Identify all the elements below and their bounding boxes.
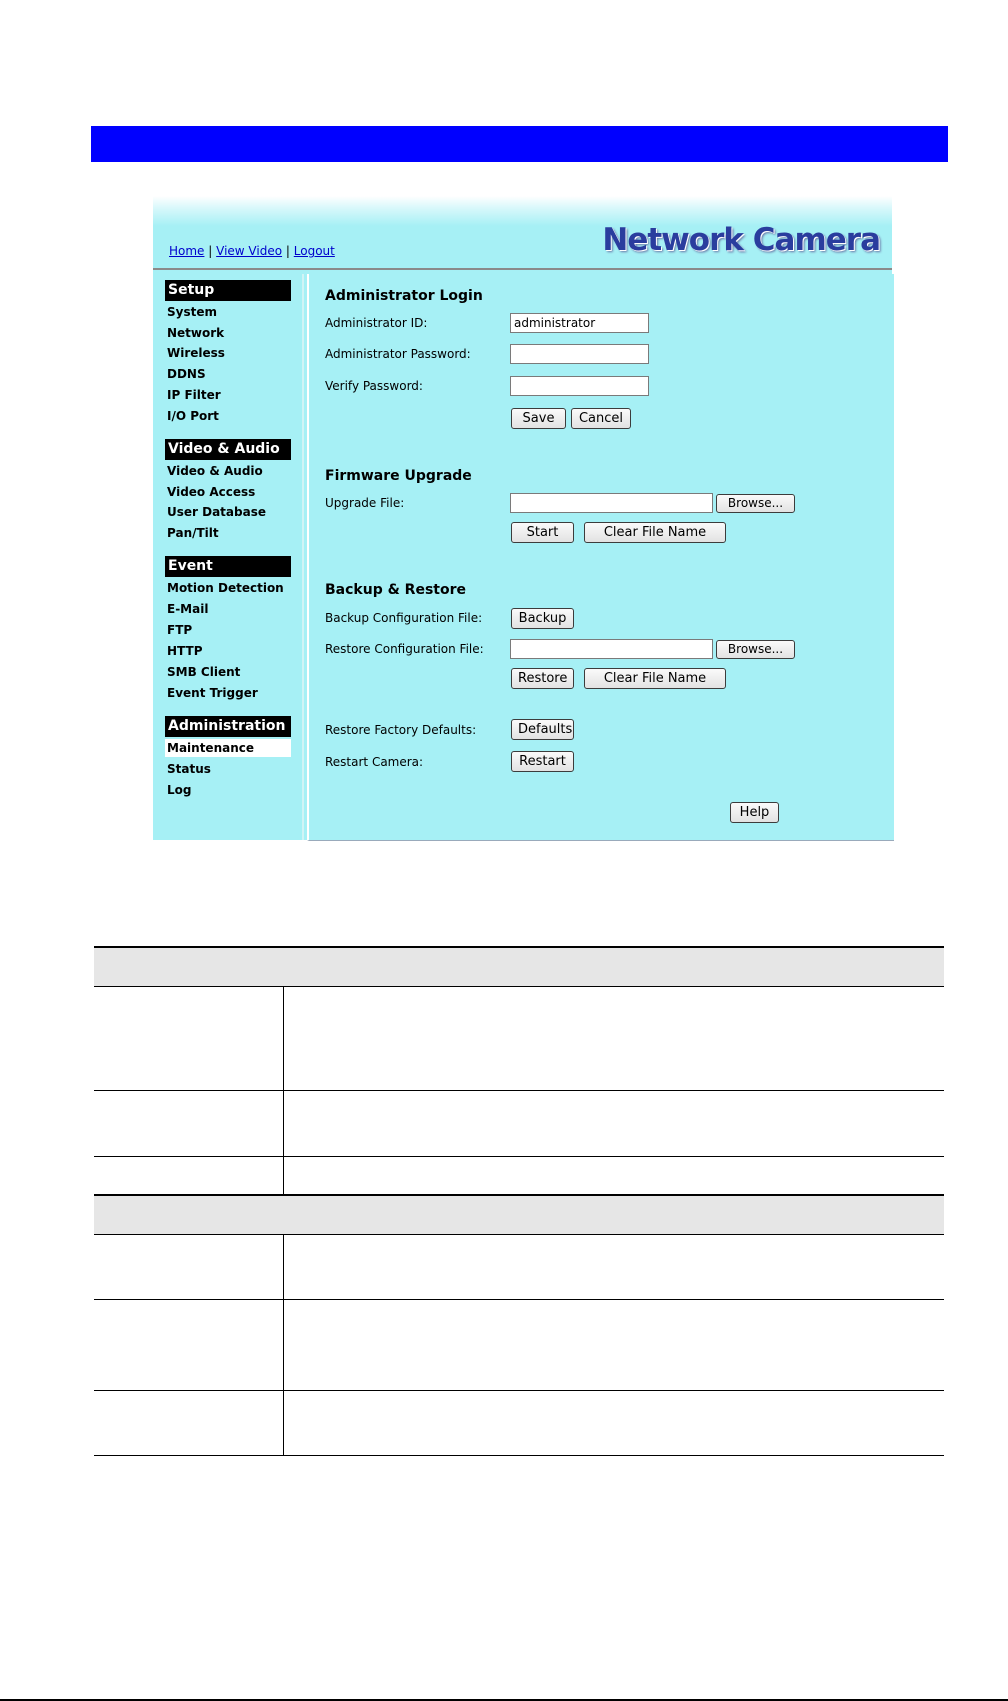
sidebar-item-email[interactable]: E-Mail <box>167 602 209 616</box>
link-separator: | <box>285 244 290 258</box>
admin-id-input[interactable] <box>510 313 649 333</box>
restore-button[interactable]: Restore <box>511 668 574 689</box>
camera-ui-header <box>153 196 892 270</box>
maintenance-content <box>307 274 894 841</box>
admin-password-label: Administrator Password: <box>325 347 471 361</box>
sidebar-item-motion-detection[interactable]: Motion Detection <box>167 581 284 595</box>
table-row <box>94 1157 944 1196</box>
backup-restore-title: Backup & Restore <box>325 582 466 598</box>
sidebar-item-log[interactable]: Log <box>167 783 192 797</box>
sidebar-item-system[interactable]: System <box>167 305 217 319</box>
sidebar-section-video-audio: Video & Audio <box>165 439 291 460</box>
clear-restore-file-button[interactable]: Clear File Name <box>584 668 726 689</box>
link-separator: | <box>208 244 213 258</box>
defaults-button[interactable]: Defaults <box>511 719 574 740</box>
sidebar-section-administration: Administration <box>165 716 291 737</box>
sidebar-item-event-trigger[interactable]: Event Trigger <box>167 686 258 700</box>
table-section-header <box>94 947 944 987</box>
sidebar-item-status[interactable]: Status <box>167 762 211 776</box>
camera-web-ui-screenshot <box>153 196 892 840</box>
table-row <box>94 1235 944 1300</box>
backup-button[interactable]: Backup <box>511 608 574 629</box>
sidebar-item-smb-client[interactable]: SMB Client <box>167 665 241 679</box>
upgrade-browse-button[interactable]: Browse... <box>716 494 795 513</box>
restore-file-input[interactable] <box>510 639 713 659</box>
top-nav-links <box>169 244 335 258</box>
help-button[interactable]: Help <box>730 802 779 823</box>
sidebar-item-maintenance[interactable]: Maintenance <box>165 739 291 757</box>
backup-config-label: Backup Configuration File: <box>325 611 483 625</box>
admin-id-label: Administrator ID: <box>325 316 428 330</box>
page-banner <box>91 126 948 162</box>
home-link[interactable]: Home <box>169 244 205 258</box>
firmware-upgrade-title: Firmware Upgrade <box>325 468 472 484</box>
table-row <box>94 1300 944 1391</box>
sidebar-item-user-database[interactable]: User Database <box>167 505 266 519</box>
sidebar-item-ip-filter[interactable]: IP Filter <box>167 388 221 402</box>
restart-camera-label: Restart Camera: <box>325 755 424 769</box>
sidebar-item-video-access[interactable]: Video Access <box>167 485 256 499</box>
factory-defaults-label: Restore Factory Defaults: <box>325 723 477 737</box>
sidebar-item-io-port[interactable]: I/O Port <box>167 409 219 423</box>
sidebar-item-wireless[interactable]: Wireless <box>167 346 225 360</box>
logout-link[interactable]: Logout <box>293 244 335 258</box>
restore-config-label: Restore Configuration File: <box>325 642 484 656</box>
admin-password-input[interactable] <box>510 344 649 364</box>
network-camera-logo: Network Camera <box>602 222 880 258</box>
sidebar-item-video-audio[interactable]: Video & Audio <box>167 464 263 478</box>
sidebar-item-ftp[interactable]: FTP <box>167 623 193 637</box>
upgrade-file-label: Upgrade File: <box>325 496 405 510</box>
save-button[interactable]: Save <box>511 408 566 429</box>
sidebar-item-http[interactable]: HTTP <box>167 644 203 658</box>
restart-button[interactable]: Restart <box>511 751 574 772</box>
sidebar-item-ddns[interactable]: DDNS <box>167 367 206 381</box>
table-row <box>94 1091 944 1157</box>
sidebar-item-pan-tilt[interactable]: Pan/Tilt <box>167 526 219 540</box>
admin-login-title: Administrator Login <box>325 288 483 304</box>
sidebar-item-network[interactable]: Network <box>167 326 225 340</box>
sidebar-section-event: Event <box>165 556 291 577</box>
restore-browse-button[interactable]: Browse... <box>716 640 795 659</box>
sidebar <box>153 274 304 840</box>
verify-password-input[interactable] <box>510 376 649 396</box>
clear-upgrade-file-button[interactable]: Clear File Name <box>584 522 726 543</box>
table-row <box>94 1391 944 1456</box>
table-row <box>94 987 944 1091</box>
cancel-button[interactable]: Cancel <box>571 408 631 429</box>
sidebar-section-setup: Setup <box>165 280 291 301</box>
verify-password-label: Verify Password: <box>325 379 423 393</box>
upgrade-file-input[interactable] <box>510 493 713 513</box>
view-video-link[interactable]: View Video <box>216 244 283 258</box>
table-section-header <box>94 1195 944 1235</box>
description-table <box>94 946 944 1456</box>
start-upgrade-button[interactable]: Start <box>511 522 574 543</box>
